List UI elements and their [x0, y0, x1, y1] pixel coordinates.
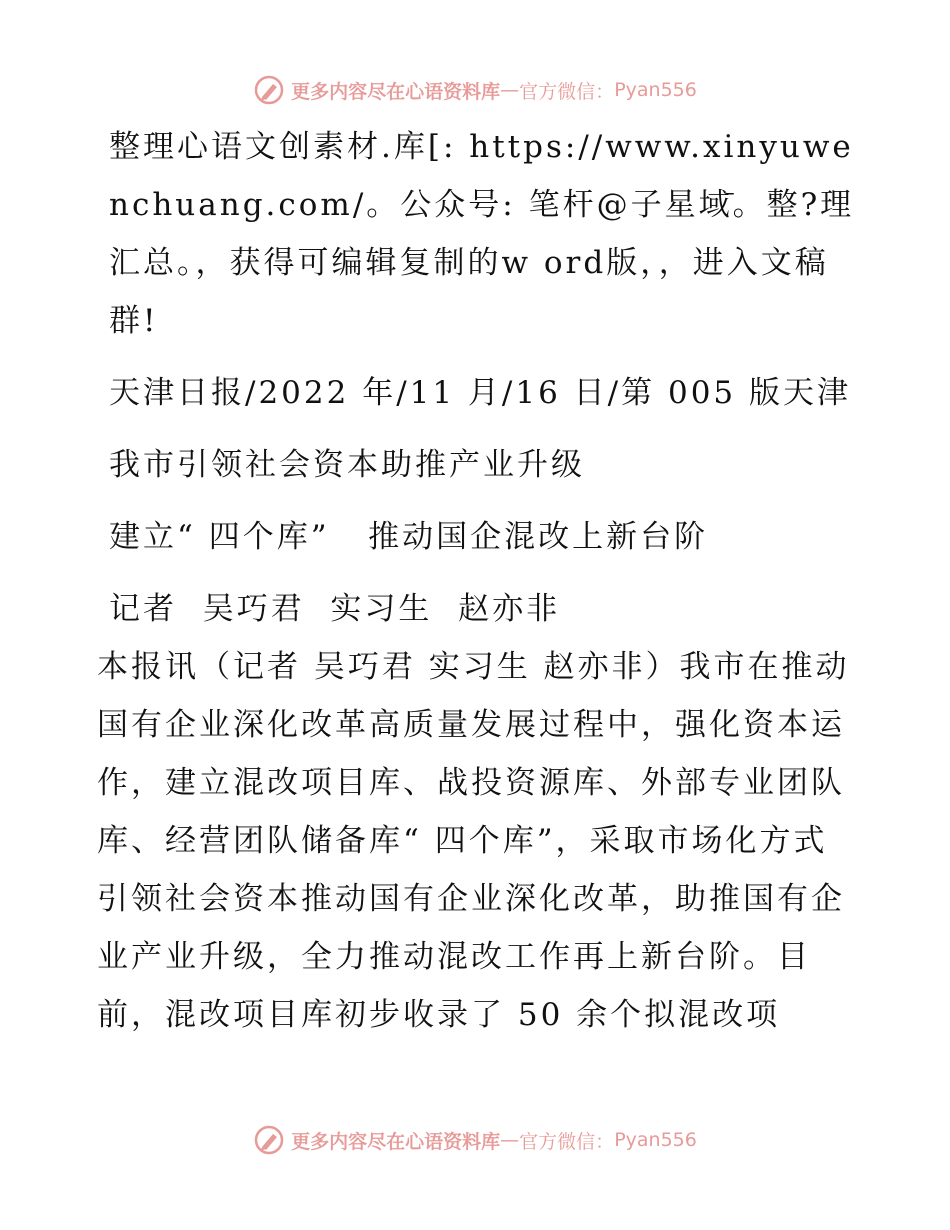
intro-paragraph: 整理心语文创素材.库[: https://www.xinyuwenchuang.com/。公众号: 笔杆@子星域̄。整?理汇总。，获得可编辑复制的w ord版，，进入文稿群! — [109, 129, 855, 339]
pen-nib-icon — [253, 1124, 285, 1156]
watermark-wechat-id: Pyan556 — [614, 1129, 697, 1151]
footer-watermark — [0, 1120, 950, 1160]
byline: 记者 吴巧君 实习生 赵亦非 — [109, 591, 561, 627]
headline: 建立“ 四个库” 推动国企混改上新台阶 — [109, 519, 709, 555]
document-body — [97, 118, 857, 1044]
watermark-separator: — — [500, 1129, 520, 1151]
pen-nib-icon — [253, 74, 285, 106]
header-watermark — [0, 70, 950, 110]
watermark-text: 更多内容尽在心语资料库 — [291, 1130, 501, 1153]
watermark-text: 更多内容尽在心语资料库 — [291, 80, 501, 103]
watermark-wechat-id: Pyan556 — [614, 79, 697, 101]
watermark-separator: — — [500, 79, 520, 101]
watermark-label: 官方微信： — [519, 1130, 615, 1153]
subtitle: 我市引领社会资本助推产业升级 — [109, 447, 585, 483]
source-line: 天津日报/2022 年/11 月/16 日/第 005 版天津 — [109, 375, 852, 411]
watermark-label: 官方微信： — [519, 80, 615, 103]
article-body: 本报讯（记者 吴巧君 实习生 赵亦非）我市在推动国有企业深化改革高质量发展过程中，强化资本运作，建立混改项目库、战投资源库、外部专业团队库、经营团队储备库“ 四个库”，采取市场化方式引领社会资本推动国有企业深化改革，助推国有企业产业升级，全力推动混改工作再上新台阶。目前，混改项目库初步收录了 50 余个拟混改项 — [97, 649, 850, 1033]
